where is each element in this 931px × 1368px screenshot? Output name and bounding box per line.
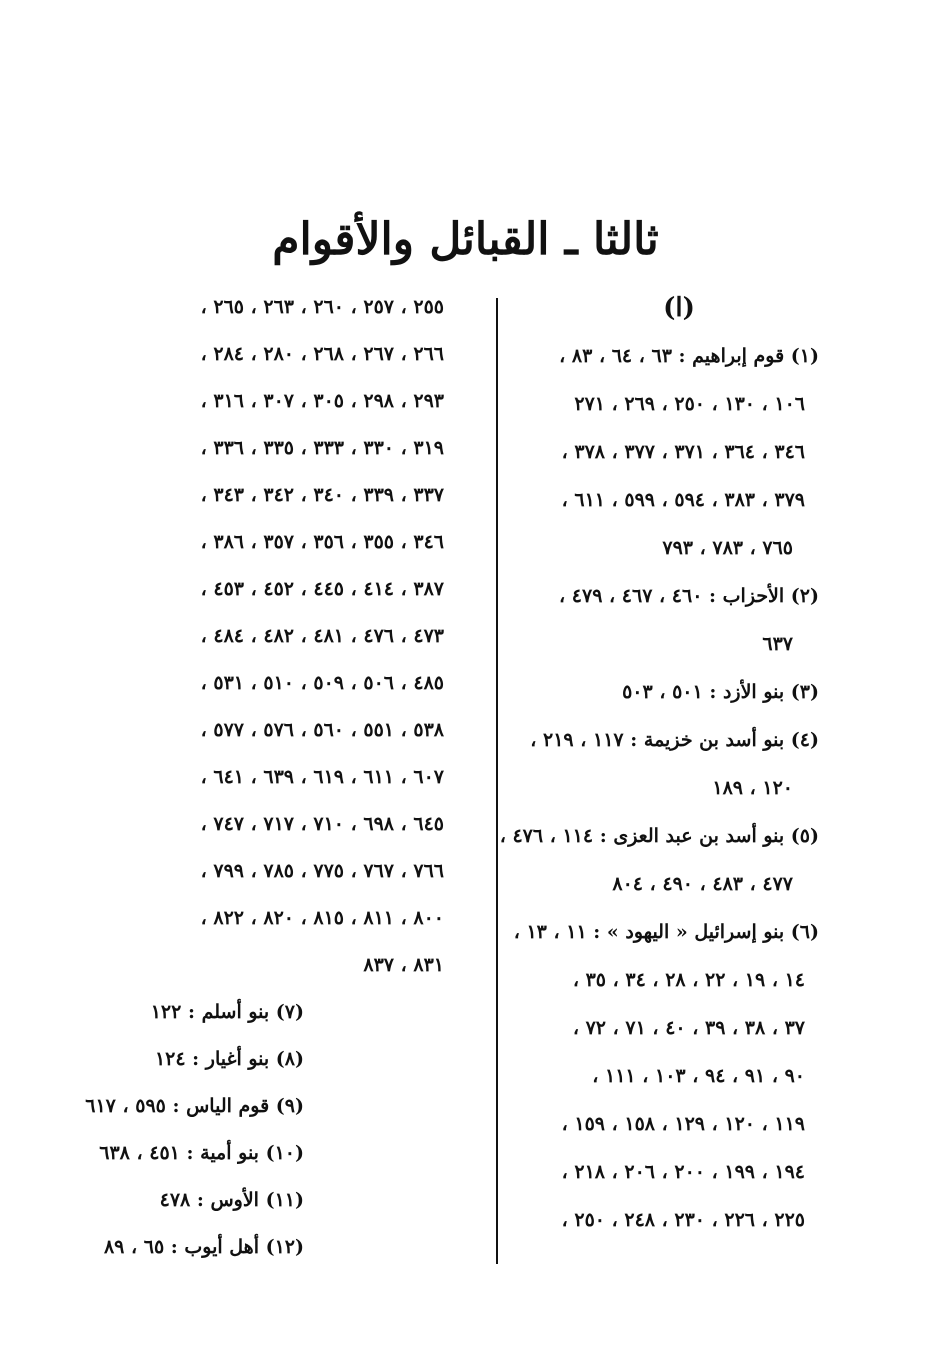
index-line: ٣٧٩ ، ٣٨٣ ، ٥٩٤ ، ٥٩٩ ، ٦١١ ، (561, 489, 805, 511)
index-line: ٣٤٦ ، ٣٥٥ ، ٣٥٦ ، ٣٥٧ ، ٣٨٦ ، (200, 531, 444, 553)
index-line: (٨) بنو أغيار : ١٢٤ (154, 1048, 304, 1070)
index-line: ٤٧٣ ، ٤٧٦ ، ٤٨١ ، ٤٨٢ ، ٤٨٤ ، (200, 625, 444, 647)
index-line: ٣٣٧ ، ٣٣٩ ، ٣٤٠ ، ٣٤٢ ، ٣٤٣ ، (200, 484, 444, 506)
index-line: ٦٣٧ (762, 633, 793, 655)
index-line: ٩٠ ، ٩١ ، ٩٤ ، ١٠٣ ، ١١١ ، (592, 1065, 805, 1087)
index-line: ٧٦٦ ، ٧٦٧ ، ٧٧٥ ، ٧٨٥ ، ٧٩٩ ، (200, 860, 444, 882)
index-line: ٢٥٥ ، ٢٥٧ ، ٢٦٠ ، ٢٦٣ ، ٢٦٥ ، (200, 296, 444, 318)
right-column (499, 284, 819, 1244)
index-line: ٨٠٠ ، ٨١١ ، ٨١٥ ، ٨٢٠ ، ٨٢٢ ، (200, 907, 444, 929)
index-line: (١٠) بنو أمية : ٤٥١ ، ٦٣٨ (99, 1142, 304, 1164)
index-line: ١٤ ، ١٩ ، ٢٢ ، ٢٨ ، ٣٤ ، ٣٥ ، (572, 969, 805, 991)
index-line: ١٢٠ ، ١٨٩ (712, 777, 793, 799)
index-line: (٦) بنو إسرائيل « اليهود » : ١١ ، ١٣ ، (513, 921, 819, 943)
index-line: ١١٩ ، ١٢٠ ، ١٢٩ ، ١٥٨ ، ١٥٩ ، (561, 1113, 805, 1135)
index-line: (٥) بنو أسد بن عبد العزى : ١١٤ ، ٤٧٦ ، (499, 825, 819, 847)
index-line: ١٩٤ ، ١٩٩ ، ٢٠٠ ، ٢٠٦ ، ٢١٨ ، (561, 1161, 805, 1183)
index-line: ٢٢٥ ، ٢٢٦ ، ٢٣٠ ، ٢٤٨ ، ٢٥٠ ، (561, 1209, 805, 1231)
index-line: ٣٧ ، ٣٨ ، ٣٩ ، ٤٠ ، ٧١ ، ٧٢ ، (572, 1017, 805, 1039)
index-line: ٣٤٦ ، ٣٦٤ ، ٣٧١ ، ٣٧٧ ، ٣٧٨ ، (561, 441, 805, 463)
index-line: (٣) بنو الأزد : ٥٠١ ، ٥٠٣ (622, 681, 819, 703)
index-line: ٧٦٥ ، ٧٨٣ ، ٧٩٣ (662, 537, 793, 559)
section-letter: (ا) (663, 293, 695, 323)
left-column (85, 284, 444, 1271)
index-line: ٨٣١ ، ٨٣٧ (363, 954, 444, 976)
index-line: (٢) الأحزاب : ٤٦٠ ، ٤٦٧ ، ٤٧٩ ، (559, 585, 819, 607)
index-line: (٩) قوم الياس : ٥٩٥ ، ٦١٧ (85, 1095, 304, 1117)
index-line: ٣١٩ ، ٣٣٠ ، ٣٣٣ ، ٣٣٥ ، ٣٣٦ ، (200, 437, 444, 459)
index-line: ٢٩٣ ، ٢٩٨ ، ٣٠٥ ، ٣٠٧ ، ٣١٦ ، (200, 390, 444, 412)
index-line: ٦٤٥ ، ٦٩٨ ، ٧١٠ ، ٧١٧ ، ٧٤٧ ، (200, 813, 444, 835)
column-divider (496, 298, 498, 1264)
index-line: ٦٠٧ ، ٦١١ ، ٦١٩ ، ٦٣٩ ، ٦٤١ ، (200, 766, 444, 788)
index-line: (١) قوم إبراهيم : ٦٣ ، ٦٤ ، ٨٣ ، (559, 345, 819, 367)
index-line: ١٠٦ ، ١٣٠ ، ٢٥٠ ، ٢٦٩ ، ٢٧١ (574, 393, 805, 415)
index-line: ٣٨٧ ، ٤١٤ ، ٤٤٥ ، ٤٥٢ ، ٤٥٣ ، (200, 578, 444, 600)
index-line: (١٢) أهل أيوب : ٦٥ ، ٨٩ (103, 1236, 304, 1258)
index-line: (١١) الأوس : ٤٧٨ (159, 1189, 304, 1211)
index-line: (٧) بنو أسلم : ١٢٢ (150, 1001, 304, 1023)
index-line: (٤) بنو أسد بن خزيمة : ١١٧ ، ٢١٩ ، (530, 729, 819, 751)
index-line: ٤٧٧ ، ٤٨٣ ، ٤٩٠ ، ٨٠٤ (612, 873, 793, 895)
page-title: ثالثا ـ القبائل والأقوام (272, 214, 659, 265)
index-line: ٥٣٨ ، ٥٥١ ، ٥٦٠ ، ٥٧٦ ، ٥٧٧ ، (200, 719, 444, 741)
index-line: ٢٦٦ ، ٢٦٧ ، ٢٦٨ ، ٢٨٠ ، ٢٨٤ ، (200, 343, 444, 365)
index-line: ٤٨٥ ، ٥٠٦ ، ٥٠٩ ، ٥١٠ ، ٥٣١ ، (200, 672, 444, 694)
